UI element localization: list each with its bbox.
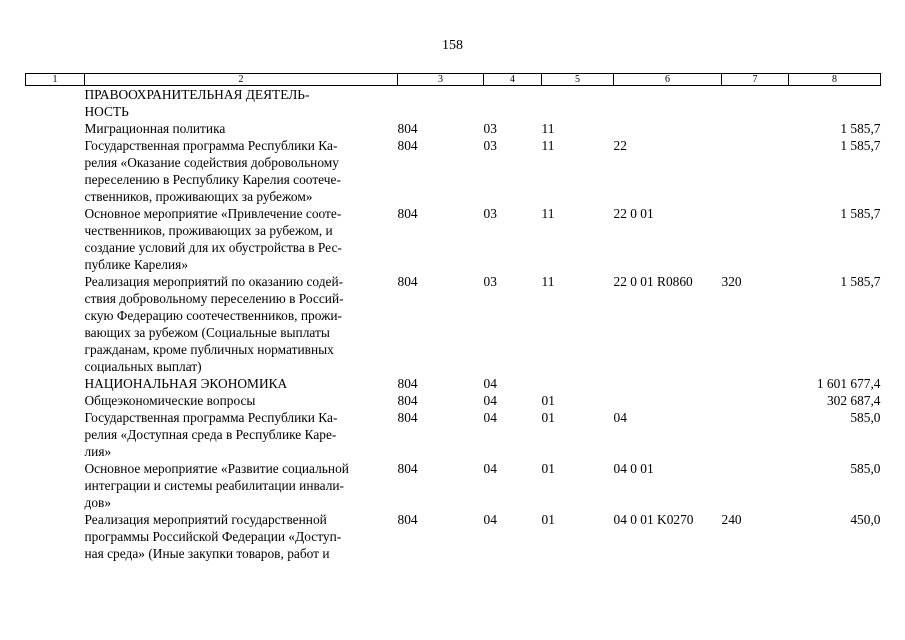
- row-name-line: НОСТЬ: [84, 104, 129, 119]
- table-row: [26, 409, 881, 460]
- row-name-line: социальных выплат): [84, 359, 202, 374]
- column-header: 7: [722, 74, 789, 86]
- cell-c3: 804: [397, 393, 418, 408]
- cell-c6: 04 0 01: [613, 461, 654, 476]
- row-name-line: переселению в Республику Карелия соотече-: [84, 172, 341, 187]
- cell-c8: 450,0: [850, 512, 881, 527]
- cell-c6: 22 0 01 R0860: [613, 274, 693, 289]
- cell-c4: 04: [483, 410, 497, 425]
- cell-c7: [722, 120, 789, 137]
- row-name-line: Миграционная политика: [84, 121, 226, 136]
- column-header: 8: [789, 74, 881, 86]
- table-row: [26, 460, 881, 511]
- cell-c7: [722, 460, 789, 511]
- cell-c8: 302 687,4: [826, 393, 881, 408]
- cell-c6: 22 0 01: [613, 206, 654, 221]
- row-name-line: вающих за рубежом (Социальные выплаты: [84, 325, 330, 340]
- row-name-line: Государственная программа Республики Ка-: [84, 138, 338, 153]
- row-number-cell: [26, 511, 85, 562]
- cell-c5: 11: [541, 274, 555, 289]
- row-number-cell: [26, 205, 85, 273]
- row-name-cell: [85, 273, 398, 375]
- cell-c5: [542, 375, 614, 392]
- cell-c4: 04: [483, 461, 497, 476]
- table-row: [26, 511, 881, 562]
- column-header: 5: [542, 74, 614, 86]
- row-name-line: НАЦИОНАЛЬНАЯ ЭКОНОМИКА: [84, 376, 288, 391]
- row-name-line: ПРАВООХРАНИТЕЛЬНАЯ ДЕЯТЕЛЬ-: [84, 87, 310, 102]
- page-number: 158: [442, 38, 463, 53]
- row-name-line: гражданам, кроме публичных нормативных: [84, 342, 334, 357]
- row-name-cell: [85, 120, 398, 137]
- cell-c5: 01: [541, 512, 555, 527]
- row-number-cell: [26, 392, 85, 409]
- row-name-cell: [85, 137, 398, 205]
- cell-c7: 240: [721, 512, 742, 527]
- cell-c3: 804: [397, 206, 418, 221]
- cell-c4: [484, 86, 542, 121]
- row-name-line: ствия добровольному переселению в Россий-: [84, 291, 344, 306]
- cell-c4: 04: [483, 512, 497, 527]
- cell-c5: 01: [541, 410, 555, 425]
- cell-c3: 804: [397, 461, 418, 476]
- row-name-line: ственников, проживающих за рубежом»: [84, 189, 313, 204]
- cell-c6: 22: [613, 138, 627, 153]
- row-name-cell: [85, 205, 398, 273]
- cell-c3: [398, 86, 484, 121]
- cell-c4: 03: [483, 121, 497, 136]
- cell-c7: 320: [721, 274, 742, 289]
- cell-c7: [722, 86, 789, 121]
- cell-c4: 03: [483, 138, 497, 153]
- cell-c5: 01: [541, 461, 555, 476]
- cell-c3: 804: [397, 138, 418, 153]
- cell-c8: 585,0: [850, 461, 881, 476]
- cell-c7: [722, 409, 789, 460]
- row-name-cell: [85, 86, 398, 121]
- column-header: 4: [484, 74, 542, 86]
- cell-c4: 03: [483, 274, 497, 289]
- row-number-cell: [26, 86, 85, 121]
- column-header: 3: [398, 74, 484, 86]
- cell-c6: [614, 375, 722, 392]
- row-name-cell: [85, 375, 398, 392]
- cell-c6: [614, 86, 722, 121]
- cell-c8: 1 585,7: [840, 274, 881, 289]
- cell-c6: [614, 392, 722, 409]
- row-name-line: программы Российской Федерации «Доступ-: [84, 529, 342, 544]
- cell-c3: 804: [397, 410, 418, 425]
- row-name-line: интеграции и системы реабилитации инвали-: [84, 478, 345, 493]
- budget-table: [25, 73, 881, 562]
- row-name-line: чественников, проживающих за рубежом, и: [84, 223, 333, 238]
- row-name-line: скую Федерацию соотечественников, прожи-: [84, 308, 342, 323]
- table-body: [26, 86, 881, 563]
- cell-c3: 804: [397, 512, 418, 527]
- cell-c4: 04: [483, 376, 497, 391]
- cell-c5: 01: [541, 393, 555, 408]
- row-name-cell: [85, 460, 398, 511]
- cell-c8: 1 601 677,4: [816, 376, 881, 391]
- table-row: [26, 392, 881, 409]
- row-number-cell: [26, 137, 85, 205]
- cell-c7: [722, 392, 789, 409]
- cell-c3: 804: [397, 121, 418, 136]
- row-name-cell: [85, 511, 398, 562]
- row-name-line: лия»: [84, 444, 112, 459]
- cell-c8: 1 585,7: [840, 138, 881, 153]
- cell-c5: 11: [541, 138, 555, 153]
- cell-c6: 04 0 01 K0270: [613, 512, 694, 527]
- row-name-line: публике Карелия»: [84, 257, 189, 272]
- cell-c6: [614, 120, 722, 137]
- cell-c5: 11: [541, 121, 555, 136]
- table-row: [26, 375, 881, 392]
- row-number-cell: [26, 273, 85, 375]
- row-name-line: релия «Доступная среда в Республике Каре-: [84, 427, 337, 442]
- table-row: [26, 120, 881, 137]
- row-name-line: ная среда» (Иные закупки товаров, работ и: [84, 546, 330, 561]
- row-number-cell: [26, 375, 85, 392]
- row-name-line: Основное мероприятие «Развитие социальной: [84, 461, 349, 476]
- table-row: [26, 86, 881, 121]
- cell-c7: [722, 205, 789, 273]
- row-name-line: создание условий для их обустройства в Рес-: [84, 240, 342, 255]
- row-name-line: Государственная программа Республики Ка-: [84, 410, 338, 425]
- cell-c3: 804: [397, 274, 418, 289]
- cell-c7: [722, 137, 789, 205]
- cell-c8: 1 585,7: [840, 121, 881, 136]
- row-name-line: дов»: [84, 495, 112, 510]
- column-header: 1: [26, 74, 85, 86]
- row-number-cell: [26, 120, 85, 137]
- cell-c8: 1 585,7: [840, 206, 881, 221]
- cell-c6: 04: [613, 410, 627, 425]
- row-number-cell: [26, 409, 85, 460]
- cell-c5: [542, 86, 614, 121]
- column-number-row: [26, 74, 881, 86]
- column-header: 6: [614, 74, 722, 86]
- cell-c3: 804: [397, 376, 418, 391]
- row-number-cell: [26, 460, 85, 511]
- row-name-cell: [85, 409, 398, 460]
- cell-c7: [722, 375, 789, 392]
- cell-c5: 11: [541, 206, 555, 221]
- cell-c4: 03: [483, 206, 497, 221]
- cell-c8: [789, 86, 881, 121]
- cell-c8: 585,0: [850, 410, 881, 425]
- row-name-line: Реализация мероприятий государственной: [84, 512, 327, 527]
- column-header: 2: [85, 74, 398, 86]
- table-row: [26, 137, 881, 205]
- row-name-line: Реализация мероприятий по оказанию содей-: [84, 274, 344, 289]
- cell-c4: 04: [483, 393, 497, 408]
- table-row: [26, 273, 881, 375]
- row-name-line: Общеэкономические вопросы: [84, 393, 256, 408]
- row-name-line: Основное мероприятие «Привлечение сооте-: [84, 206, 342, 221]
- row-name-cell: [85, 392, 398, 409]
- table-row: [26, 205, 881, 273]
- row-name-line: релия «Оказание содействия добровольному: [84, 155, 339, 170]
